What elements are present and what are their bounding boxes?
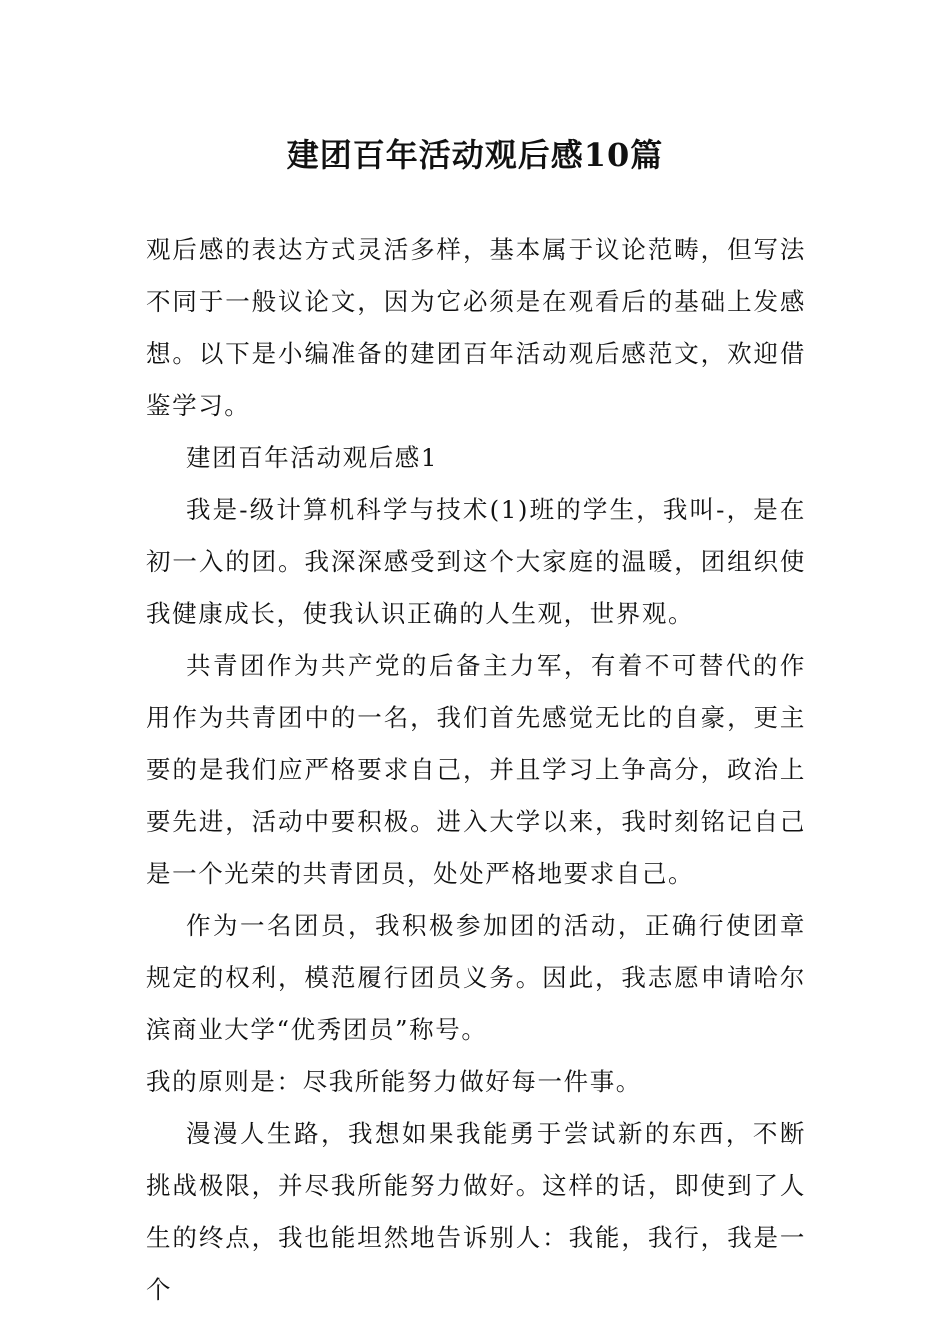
paragraph: 漫漫人生路，我想如果我能勇于尝试新的东西，不断挑战极限，并尽我所能努力做好。这样的话，即使到了人生的终点，我也能坦然地告诉别人：我能，我行，我是一个 (146, 1119, 806, 1304)
paragraph-intro: 观后感的表达方式灵活多样，基本属于议论范畴，但写法不同于一般议论文，因为它必须是在观看后的基础上发感想。以下是小编准备的建团百年活动观后感范文，欢迎借鉴学习。 (146, 235, 806, 420)
section-heading: 建团百年活动观后感1 (186, 443, 439, 472)
paragraph: 共青团作为共产党的后备主力军，有着不可替代的作用作为共青团中的一名，我们首先感觉无比的自豪，更主要的是我们应严格要求自己，并且学习上争高分，政治上要先进，活动中要积极。进入大学以来，我时刻铭记自己是一个光荣的共青团员，处处严格地要求自己。 (146, 651, 806, 888)
document-body (146, 224, 806, 1316)
paragraph: 我是-级计算机科学与技术(1)班的学生，我叫-，是在初一入的团。我深深感受到这个大家庭的温暖，团组织使我健康成长，使我认识正确的人生观，世界观。 (146, 495, 806, 628)
paragraph: 我的原则是：尽我所能努力做好每一件事。 (146, 1067, 642, 1096)
paragraph: 作为一名团员，我积极参加团的活动，正确行使团章规定的权利，模范履行团员义务。因此，我志愿申请哈尔滨商业大学“优秀团员”称号。 (146, 911, 806, 1044)
document-title: 建团百年活动观后感10篇 (286, 136, 664, 174)
